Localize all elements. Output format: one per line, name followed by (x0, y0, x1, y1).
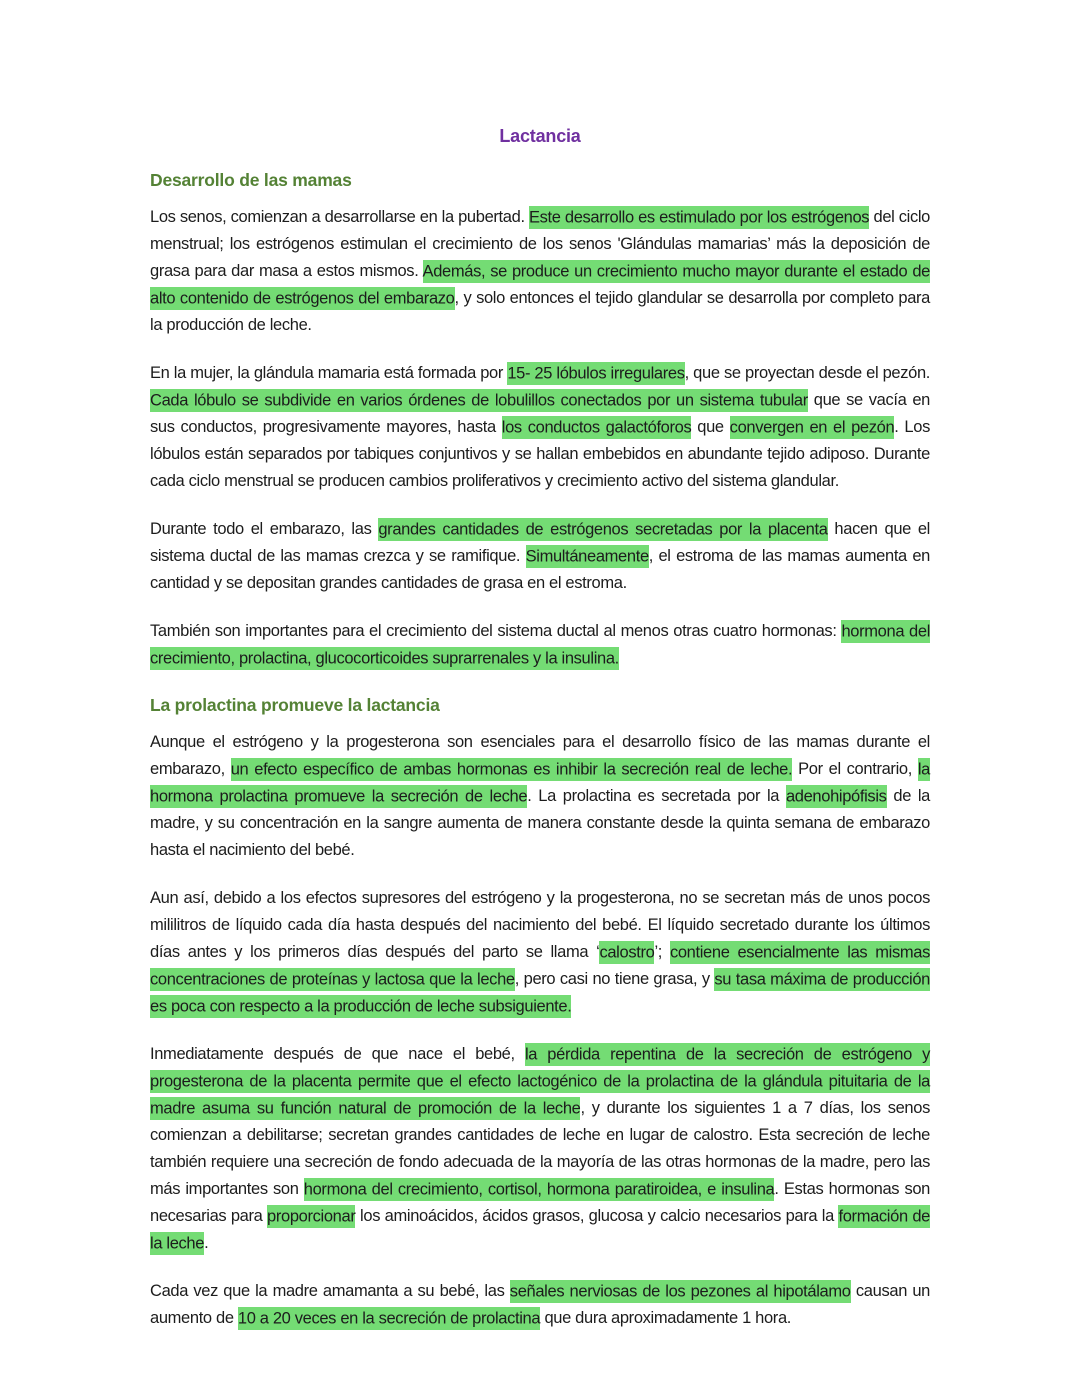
text-segment: . (204, 1234, 209, 1252)
paragraph (150, 360, 930, 495)
text-segment: Durante todo el embarazo, las (150, 520, 379, 538)
paragraph (150, 1041, 930, 1257)
text-segment: que se vacía en sus conductos, progresivamente mayores, hasta (150, 391, 930, 436)
paragraph (150, 516, 930, 597)
paragraph (150, 618, 930, 672)
text-segment: Los senos, comienzan a desarrollarse en la pubertad. (150, 208, 529, 226)
text-segment: Aun así, debido a los efectos supresores del estrógeno y la progesterona, no se secretan más de unos pocos mililitros de líquido cada día hasta después del nacimiento del bebé. El líquido secretado durante los últimos días antes y los primeros días después del parto se llama ‘ (150, 889, 930, 961)
text-segment: En la mujer, la glándula mamaria está formada por (150, 364, 508, 382)
text-segment: que (691, 418, 730, 436)
highlighted-text: convergen en el pezón (730, 416, 895, 439)
highlighted-text: grandes cantidades de estrógenos secretadas por la placenta (378, 518, 827, 541)
paragraph (150, 204, 930, 339)
text-segment: Inmediatamente después de que nace el bebé, (150, 1045, 525, 1063)
text-segment: causan un aumento de (150, 1282, 930, 1327)
text-segment: Por el contrario, (792, 760, 918, 778)
text-segment: , pero casi no tiene grasa, y (514, 970, 715, 988)
highlighted-text: su tasa máxima de producción es poca con respecto a la producción de leche subsiguiente. (150, 968, 930, 1018)
text-segment: Cada vez que la madre amamanta a su bebé, las (150, 1282, 510, 1300)
highlighted-text: 10 a 20 veces en la secreción de prolactina (238, 1307, 540, 1330)
highlighted-text: un efecto específico de ambas hormonas es inhibir la secreción real de leche. (231, 758, 793, 781)
section-heading: Desarrollo de las mamas (150, 170, 352, 190)
highlighted-text: Cada lóbulo se subdivide en varios órdenes de lobulillos conectados por un sistema tubular (150, 389, 808, 412)
highlighted-text: Además, se produce un crecimiento mucho mayor durante el estado de alto contenido de estrógenos del embarazo (150, 260, 930, 310)
text-segment: . Los lóbulos están separados por tabiques conjuntivos y se hallan embebidos en abundante tejido adiposo. Durante cada ciclo menstrual se producen cambios proliferativos y crecimiento activo del sistema glandular. (150, 418, 930, 490)
text-segment: que dura aproximadamente 1 hora. (540, 1309, 792, 1327)
highlighted-text: la hormona prolactina promueve la secreción de leche (150, 758, 930, 808)
highlighted-text: calostro (599, 941, 654, 964)
paragraph (150, 729, 930, 864)
highlighted-text: 15- 25 lóbulos irregulares (507, 362, 684, 385)
text-segment: , que se proyectan desde el pezón. (684, 364, 931, 382)
text-segment: del ciclo menstrual; los estrógenos estimulan el crecimiento de los senos 'Glándulas mamarias’ más la deposición de grasa para dar masa a estos mismos. (150, 208, 931, 280)
highlighted-text: adenohipófisis (786, 785, 887, 808)
document-content (150, 170, 930, 1332)
text-segment: , y durante los siguientes 1 a 7 días, los senos comienzan a debilitarse; secretan grandes cantidades de leche en lugar de calostro. Esta secreción de leche también requiere una secreción de fondo adecuada de la mayoría de las otras hormonas de la madre, pero las más importantes son (150, 1099, 930, 1198)
text-segment: ’; (654, 943, 670, 961)
text-segment: . La prolactina es secretada por la (527, 787, 786, 805)
highlighted-text: formación de la leche (150, 1205, 930, 1255)
text-segment: También son importantes para el crecimiento del sistema ductal al menos otras cuatro hormonas: (150, 622, 842, 640)
highlighted-text: proporcionar (267, 1205, 355, 1228)
paragraph (150, 1278, 930, 1332)
text-segment: Aunque el estrógeno y la progesterona son esenciales para el desarrollo físico de las mamas durante el embarazo, (150, 733, 930, 778)
text-segment: , y solo entonces el tejido glandular se desarrolla por completo para la producción de leche. (150, 289, 930, 334)
highlighted-text: hormona del crecimiento, prolactina, glucocorticoides suprarrenales y la insulina. (150, 620, 930, 670)
highlighted-text: señales nerviosas de los pezones al hipotálamo (510, 1280, 851, 1303)
text-segment: hacen que el sistema ductal de las mamas crezca y se ramifique. (150, 520, 930, 565)
section-heading: La prolactina promueve la lactancia (150, 695, 440, 715)
text-segment: , el estroma de las mamas aumenta en cantidad y se depositan grandes cantidades de grasa en el estroma. (150, 547, 931, 592)
text-segment: de la madre, y su concentración en la sangre aumenta de manera constante desde la quinta semana de embarazo hasta el nacimiento del bebé. (150, 787, 930, 859)
text-segment: . Estas hormonas son necesarias para (150, 1180, 930, 1225)
highlighted-text: la pérdida repentina de la secreción de estrógeno y progesterona de la placenta permite que el efecto lactogénico de la prolactina de la glándula pituitaria de la madre asuma su función natural de promoción de la leche (150, 1043, 930, 1120)
paragraph (150, 885, 930, 1020)
highlighted-text: los conductos galactóforos (502, 416, 692, 439)
highlighted-text: Este desarrollo es estimulado por los estrógenos (529, 206, 869, 229)
text-segment: los aminoácidos, ácidos grasos, glucosa y calcio necesarios para la (355, 1207, 839, 1225)
document-title: Lactancia (499, 126, 581, 146)
highlighted-text: contiene esencialmente las mismas concentraciones de proteínas y lactosa que la leche (150, 941, 930, 991)
highlighted-text: Simultáneamente (526, 545, 649, 568)
highlighted-text: hormona del crecimiento, cortisol, hormona paratiroidea, e insulina (304, 1178, 775, 1201)
